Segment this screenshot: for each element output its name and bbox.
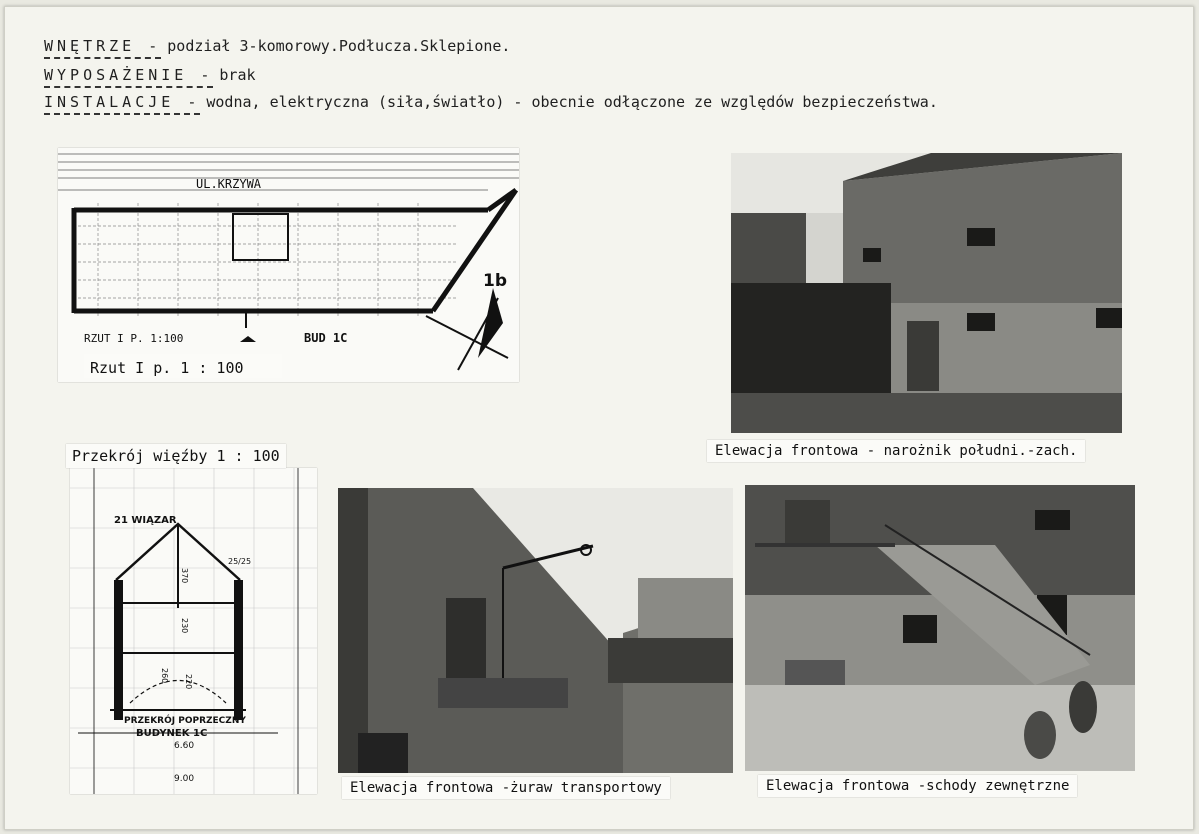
dim-label: 220 [184,674,193,690]
photo-corner-image [731,153,1122,433]
truss-label: 21 WIĄZAR [114,515,177,526]
photo-corner [731,153,1122,433]
photo-crane-caption: Elewacja frontowa -żuraw transportowy [342,777,670,799]
header-line-equipment [44,66,256,84]
header-key: WYPOSAŻENIE - [44,66,213,88]
photo-stairs [745,485,1135,771]
section-note-2: BUDYNEK 1C [136,728,208,739]
header-value: brak [219,66,256,84]
dim-label: 260 [160,668,169,684]
floor-plan-card [58,148,519,382]
section-caption: Przekrój więźby 1 : 100 [66,444,286,468]
plan-caption: Rzut I p. 1 : 100 [90,359,244,377]
plan-marker: 1b [483,271,507,291]
section-note-1: PRZEKRÓJ POPRZECZNY [124,716,246,726]
north-arrow-icon [478,288,503,358]
header-key: WNĘTRZE - [44,37,161,59]
photo-crane [338,488,733,773]
dim-label: 9.00 [174,774,195,784]
header-line-installations [44,93,938,111]
photo-stairs-caption: Elewacja frontowa -schody zewnętrzne [758,775,1077,797]
section-card [70,468,317,794]
street-label: UL.KRZYWA [196,177,262,191]
plan-scale-note: RZUT I P. 1:100 [84,332,184,345]
dim-label: 370 [180,568,189,584]
header-value: podział 3-komorowy.Podłucza.Sklepione. [167,37,511,55]
header-value: wodna, elektryczna (siła,światło) - obecnie odłączone ze względów bezpieczeństwa. [206,93,938,111]
header-line-interior [44,37,510,55]
photo-crane-image [338,488,733,773]
floor-plan-drawing [58,148,519,382]
header-key: INSTALACJE - [44,93,200,115]
plan-building-note: BUD 1C [304,331,348,345]
dim-label: 230 [180,618,189,634]
photo-stairs-image [745,485,1135,771]
section-drawing [70,468,317,794]
dim-label: 25/25 [228,557,252,566]
dim-label: 6.60 [174,741,195,751]
photo-corner-caption: Elewacja frontowa - narożnik południ.-zach. [707,440,1085,462]
